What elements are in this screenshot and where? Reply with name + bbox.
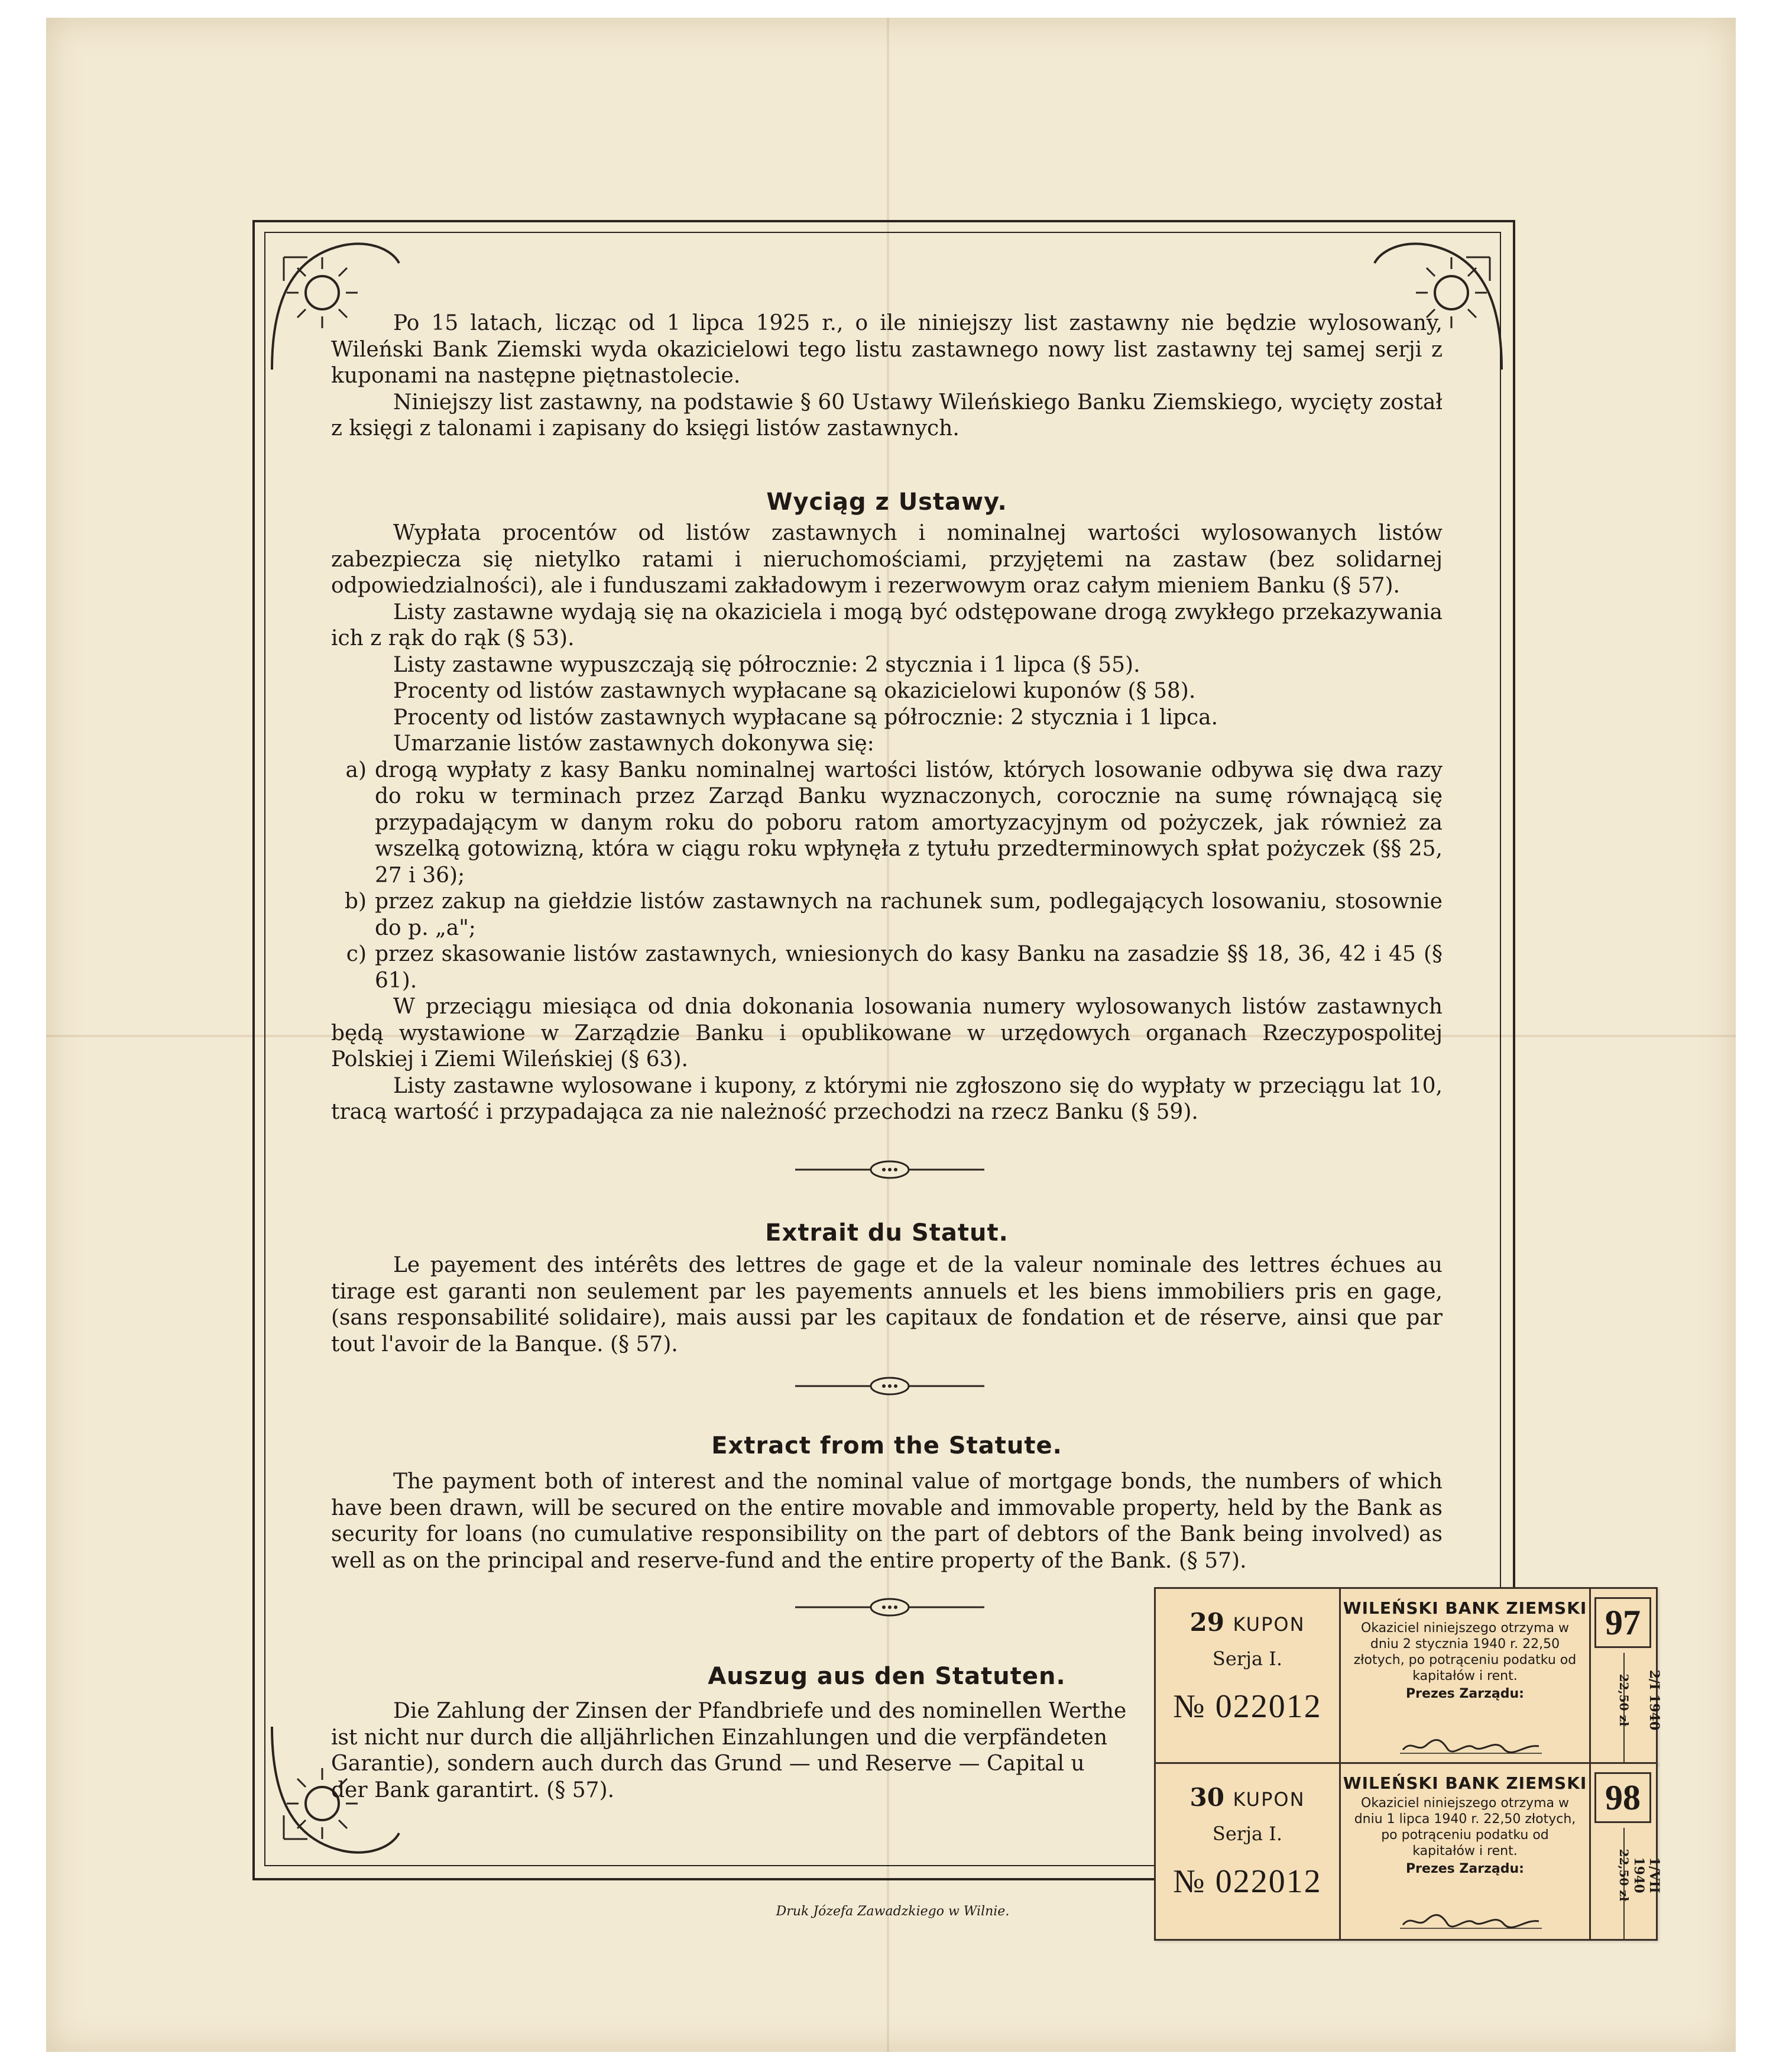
polish-paragraph: Umarzanie listów zastawnych dokonywa się: <box>393 731 874 756</box>
coupon-date: 1/VII 1940 <box>1631 1857 1662 1893</box>
coupon-right-panel <box>1591 1589 1662 1764</box>
german-line: ist nicht nur durch die alljährlichen Einzahlungen und die verpfändeten <box>331 1725 1108 1750</box>
coupon-word: KUPON <box>1233 1613 1305 1636</box>
list-item <box>331 889 1443 941</box>
list-text: drogą wypłaty z kasy Banku nominalnej wartości listów, których losowanie odbywa się dwa razy do roku w terminach przez Zarząd Banku wyznaczonych, corocznie na sumę równającą się przypadającym w danym roku do poboru ratom amortyzacyjnym od pożyczek, jak również za wszelką gotowizną, która w ciągu roku wpłynęła z tytułu przedterminowych spłat pożyczek (§§ 25, 27 i 36); <box>375 757 1443 888</box>
english-section <box>331 1469 1443 1574</box>
coupon-left-panel <box>1156 1764 1341 1939</box>
coupon-title <box>1156 1608 1339 1637</box>
list-marker: c) <box>346 942 367 966</box>
intro-section <box>331 310 1443 442</box>
list-text: przez zakup na giełdzie listów zastawnych na rachunek sum, podlegających losowaniu, stosownie do p. „a"; <box>375 889 1443 940</box>
list-text: przez skasowanie listów zastawnych, wniesionych do kasy Banku na zasadzie §§ 18, 36, 42 i 45 (§ 61). <box>375 942 1443 993</box>
coupon-bank-name: WILEŃSKI BANK ZIEMSKI <box>1343 1598 1587 1618</box>
signature-icon <box>1400 1908 1542 1932</box>
german-section <box>331 1698 1147 1804</box>
polish-section <box>331 520 1443 1126</box>
polish-paragraph: W przeciągu miesiąca od dnia dokonania losowania numery wylosowanych listów zastawnych będą wystawione w Zarządzie Banku i opublikowane w urzędowych organach Rzeczypospolitej Polskiej i Ziemi Wileńskiej (§ 63). <box>331 995 1443 1071</box>
coupon-prezes-label: Prezes Zarządu: <box>1406 1861 1524 1876</box>
coupon-series: Serja I. <box>1212 1822 1283 1845</box>
french-heading: Extrait du Statut. <box>765 1219 1009 1247</box>
coupon-title <box>1156 1783 1339 1812</box>
german-line: der Bank garantirt. (§ 57). <box>331 1778 615 1802</box>
coupon-prezes-label: Prezes Zarządu: <box>1406 1686 1524 1701</box>
signature-icon <box>1400 1733 1542 1757</box>
coupon-serial: № 022012 <box>1173 1688 1322 1725</box>
coupon-sequence: 98 <box>1594 1772 1651 1823</box>
french-paragraph: Le payement des intérêts des lettres de gage et de la valeur nominale des lettres échues au tirage est garanti non seulement par les payements annuels et les biens immobiliers pris en gage, (sans responsabilité solidaire), mais aussi par les capitaux de fondation et de réserve, ainsi que par tout l'avoir de la Banque. (§ 57). <box>331 1253 1443 1356</box>
german-heading: Auszug aus den Statuten. <box>708 1663 1066 1690</box>
french-section <box>331 1252 1443 1358</box>
polish-paragraph: Listy zastawne wylosowane i kupony, z którymi nie zgłoszono się do wypłaty w przeciągu lat 10, tracą wartość i przypadająca za nie należność przechodzi na rzecz Banku (§ 59). <box>331 1073 1443 1124</box>
german-line: Die Zahlung der Zinsen der Pfandbriefe und des nominellen Werthe <box>393 1699 1127 1723</box>
list-item <box>331 941 1443 994</box>
coupon-series: Serja I. <box>1212 1647 1283 1670</box>
coupon-left-panel <box>1156 1589 1341 1764</box>
polish-heading: Wyciąg z Ustawy. <box>766 488 1007 516</box>
english-heading: Extract from the Statute. <box>711 1432 1062 1459</box>
section-divider <box>795 1594 984 1620</box>
coupon-right-panel <box>1591 1764 1662 1939</box>
polish-paragraph: Wypłata procentów od listów zastawnych i nominalnej wartości wylosowanych listów zabezpiecza się nietylko ratami i nieruchomościami, przyjętemi na zastaw (bez solidarnej odpowiedzialności), ale i funduszami zakładowym i rezerwowym oraz całym mieniem Banku (§ 57). <box>331 521 1443 598</box>
list-marker: b) <box>344 889 367 914</box>
coupon-30 <box>1154 1762 1662 1941</box>
polish-paragraph: Procenty od listów zastawnych wypłacane są okazicielowi kuponów (§ 58). <box>393 679 1196 703</box>
coupon-number: 29 <box>1189 1608 1224 1637</box>
coupon-middle-panel <box>1341 1589 1591 1764</box>
coupon-serial: № 022012 <box>1173 1863 1322 1900</box>
polish-paragraph: Procenty od listów zastawnych wypłacane są półrocznie: 2 stycznia i 1 lipca. <box>393 705 1218 730</box>
intro-paragraph: Niniejszy list zastawny, na podstawie § 60 Ustawy Wileńskiego Banku Ziemskiego, wycięty został z księgi z talonami i zapisany do księgi listów zastawnych. <box>331 390 1443 441</box>
list-item <box>331 757 1443 889</box>
coupon-sequence: 97 <box>1594 1597 1651 1648</box>
coupon-amount: 22,50 zł <box>1617 1673 1631 1727</box>
polish-paragraph: Listy zastawne wypuszczają się półrocznie: 2 stycznia i 1 lipca (§ 55). <box>393 652 1140 677</box>
coupon-amount: 22,50 zł <box>1617 1848 1631 1902</box>
coupon-middle-panel <box>1341 1764 1591 1939</box>
english-paragraph: The payment both of interest and the nominal value of mortgage bonds, the numbers of which have been drawn, will be secured on the entire movable and immovable property, held by the Bank as security for loans (no cumulative responsibility on the part of debtors of the Bank being involved) as well as on the principal and reserve-fund and the entire property of the Bank. (§ 57). <box>331 1469 1443 1573</box>
coupon-29 <box>1154 1587 1662 1766</box>
printer-imprint: Druk Józefa Zawadzkiego w Wilnie. <box>776 1904 1010 1919</box>
section-divider <box>795 1373 984 1399</box>
coupon-body: Okaziciel niniejszego otrzyma w dniu 1 lipca 1940 r. 22,50 złotych, po potrąceniu podatku od kapitałów i rent. <box>1354 1796 1576 1859</box>
coupon-body: Okaziciel niniejszego otrzyma w dniu 2 stycznia 1940 r. 22,50 złotych, po potrąceniu podatku od kapitałów i rent. <box>1353 1621 1577 1684</box>
coupon-bank-name: WILEŃSKI BANK ZIEMSKI <box>1343 1773 1587 1793</box>
polish-paragraph: Listy zastawne wydają się na okaziciela i mogą być odstępowane drogą zwykłego przekazywania ich z rąk do rąk (§ 53). <box>331 600 1443 650</box>
german-line: Garantie), sondern auch durch das Grund — und Reserve — Capital u <box>331 1752 1085 1776</box>
coupon-word: KUPON <box>1233 1788 1305 1811</box>
coupon-date: 2/I 1940 <box>1646 1669 1662 1731</box>
intro-paragraph: Po 15 latach, licząc od 1 lipca 1925 r., o ile niniejszy list zastawny nie będzie wylosowany, Wileński Bank Ziemski wyda okazicielowi tego listu zastawnego nowy list zastawny tej samej serji z kuponami na następne piętnastolecie. <box>331 311 1443 388</box>
coupon-number: 30 <box>1189 1783 1224 1812</box>
list-marker: a) <box>345 757 367 782</box>
section-divider <box>795 1157 984 1183</box>
